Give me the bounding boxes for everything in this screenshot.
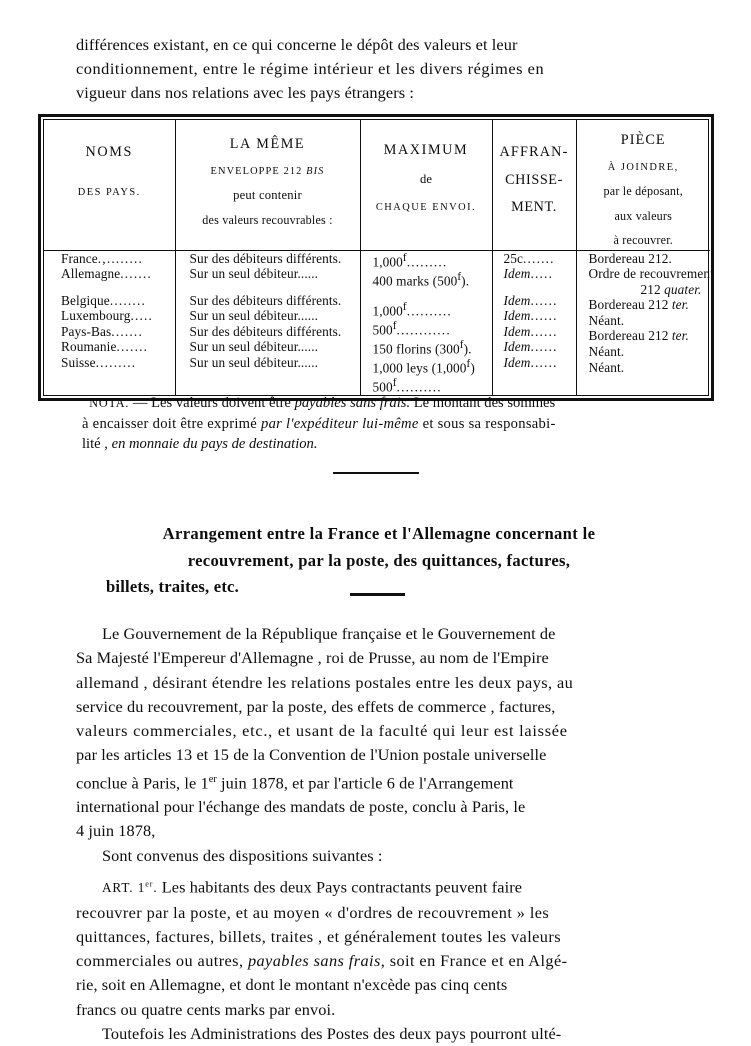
currency-superscript: f [392,376,397,389]
header-affran-line3: MENT. [511,199,557,215]
table-row [61,339,175,355]
leader-dots: .,........ [97,250,144,266]
section-divider-rule [333,472,419,474]
header-lameme-line3: peut contenir [233,188,302,202]
affranchissement-value [504,293,576,309]
nota-italic: par l'expéditeur lui-même [261,415,419,432]
body-line: allemand , désirant étendre les relations postales entre les deux pays, au [76,672,574,692]
section-heading-line: recouvrement, par la poste, des quittances, factures, [187,550,571,570]
nota-italic: en monnaie du pays de destination. [111,436,318,452]
body-line: rie, soit en Allemagne, et dont le montant n'excède pas cinq cents [76,975,508,995]
table-row [61,308,175,324]
leader-dots: ......... [95,355,137,371]
header-piece-line5: à recouvrer. [613,233,673,247]
header-cell-maximum [360,120,492,250]
header-lameme-line2 [176,163,360,181]
piece-text: Néant. [588,312,625,328]
maximum-value [373,357,492,376]
body-line: service du recouvrement, par la poste, des effets de commerce , factures, [76,696,556,716]
maximum-value [373,270,492,289]
header-maximum-line3: CHAQUE ENVOI. [375,202,477,213]
body-text-run: Les habitants des deux Pays contractants peuvent faire [157,877,523,897]
body-line: international pour l'échange des mandats de poste, conclu à Paris, le [76,797,526,817]
piece-value [589,328,711,344]
article-label-dot: . [153,880,158,896]
currency-superscript: f [392,319,397,332]
maximum-amount: 1,000 leys (1,000 [372,360,467,375]
body-cell-la-meme [175,250,360,395]
nota-italic: payables sans frais. [294,395,411,411]
body-line: francs ou quatre cents marks par envoi. [76,999,336,1019]
section-heading [84,521,674,601]
nota-line [82,393,678,414]
enveloppe-value: Sur des débiteurs différents. [189,292,342,308]
leader-dots: ..... [530,266,554,282]
leader-dots: ...... [530,339,558,355]
header-cell-affranchissement [492,120,576,250]
nota-line [82,414,678,435]
maximum-value [373,376,492,395]
header-cell-noms [44,120,175,250]
piece-value-sub [589,282,711,298]
table-outer-border [38,114,714,401]
leader-dots: ...... [530,292,558,308]
table-row [61,251,175,267]
country-name: Roumanie [61,339,117,355]
country-name: Belgique [61,292,110,308]
leader-dots: ...... [530,355,558,371]
article-label-text: ART. 1 [102,880,146,896]
leader-dots: ............ [396,321,451,337]
currency-superscript: f [466,357,471,370]
piece-text: Néant. [588,344,625,360]
body-line: Le Gouvernement de la République française et le Gouvernement de [102,624,556,643]
leader-dots: ......... [406,253,448,269]
maximum-value [373,319,492,338]
table-row [61,266,175,282]
leader-dots: .......... [396,379,442,395]
enveloppe-value: Sur un seul débiteur...... [189,355,319,371]
affranchissement-value [504,355,576,371]
body-line: valeurs commerciales, etc., et usant de la faculté qui leur est laissée [76,721,568,740]
nota-text: Les valeurs doivent être [151,395,295,411]
nota-text: Le montant des sommes [410,395,556,411]
body-line: Sa Majesté l'Empereur d'Allemagne , roi de Prusse, au nom de l'Empire [76,648,549,668]
body-text-run: , soit en France et en Algé- [380,951,568,971]
nota-text: à encaisser doit être exprimé [82,415,261,432]
maximum-value [373,300,492,319]
table-row [61,293,175,309]
piece-italic-tail: ter. [671,297,689,313]
nota-text: lité , [82,436,112,452]
piece-value [589,297,711,313]
maximum-amount: 500 [372,379,393,395]
leader-dots: ....... [116,339,149,355]
affran-idem: Idem [503,339,531,355]
header-maximum-line2: de [420,171,432,186]
maximum-amount: 1,000 [372,302,403,318]
affran-idem: Idem [503,355,531,371]
table-row [61,324,175,340]
leader-dots: ...... [530,323,558,339]
header-enveloppe-bis: BIS [306,165,325,177]
body-cell-piece [576,250,714,395]
maximum-paren: ). [461,272,470,288]
header-affran-line1: AFFRAN- [499,144,569,160]
country-name: Suisse [61,355,96,371]
currency-superscript: f [459,338,464,351]
table-header-row [44,120,710,250]
country-name: France [61,250,98,266]
maximum-paren: ) [470,360,475,375]
affran-idem: Idem [503,308,531,324]
piece-value [588,266,714,282]
leader-dots: .......... [406,302,452,318]
table-body-row [44,250,710,395]
body-cell-noms [44,250,175,395]
article-label [102,880,158,895]
body-text [76,622,678,1046]
header-cell-la-meme [175,120,360,250]
piece-text: Néant. [588,359,625,375]
nota-dash: — [129,395,152,411]
intro-line: différences existant, en ce qui concerne le dépôt des valeurs et leur [76,35,518,54]
section-heading-line: billets, traites, etc. [106,577,239,596]
enveloppe-value: Sur un seul débiteur...... [189,339,319,355]
leader-dots: ....... [111,323,143,339]
enveloppe-value: Sur un seul débiteur...... [189,308,319,324]
table-row [61,355,175,371]
country-name: Luxembourg [61,308,131,324]
piece-text: Ordre de recouvrement [588,266,714,282]
affranchissement-value [504,339,576,355]
affranchissement-value [504,251,576,267]
body-line: Toutefois les Administrations des Postes des deux pays pourront ulté- [102,1023,562,1043]
country-name: Pays-Bas [61,323,112,339]
header-piece-line3: par le déposant, [603,184,683,198]
body-line: par les articles 13 et 15 de la Convention de l'Union postale universelle [76,745,547,765]
ordinal-superscript: er [208,773,217,785]
header-piece-line2: À JOINDRE, [607,161,679,173]
header-lameme-line1: LA MÊME [229,136,306,152]
leader-dots: ..... [130,308,154,324]
body-line-article-1 [76,873,678,901]
piece-value [589,313,711,329]
piece-value [589,344,711,360]
country-name: Allemagne [61,266,121,282]
group-gap [373,289,492,300]
leader-dots: ....... [120,266,152,282]
maximum-amount: 400 marks (500 [372,272,458,288]
nota-line [82,434,678,455]
body-line [76,949,678,973]
maximum-value [373,338,492,357]
piece-value [589,360,711,376]
countries-table [38,114,714,401]
affran-idem: Idem [503,292,531,308]
nota-paragraph [82,393,678,455]
header-noms-line2: DES PAYS. [77,186,141,198]
table-inner-border [43,119,714,396]
body-cell-maximum [360,250,492,395]
header-lameme-line4: des valeurs recouvrables : [202,212,333,227]
body-line: quittances, factures, billets, traites , et généralement toutes les valeurs [76,926,561,946]
ordinal-superscript: er [145,879,154,889]
group-gap [190,282,360,293]
body-italic: payables sans frais [247,951,381,971]
header-affran-line2: CHISSE- [505,171,563,188]
body-line [76,768,678,796]
header-maximum-line1: MAXIMUM [383,142,469,158]
group-gap [61,282,175,293]
section-heading-line: Arrangement entre la France et l'Allemagne concernant le [162,524,596,543]
body-line: recouvrer par la poste, et au moyen « d'ordres de recouvrement » les [76,902,550,922]
header-cell-piece [576,120,710,250]
maximum-amount: 1,000 [372,253,403,269]
intro-paragraph [76,33,676,106]
maximum-value [373,251,492,270]
nota-text: et sous sa responsabi- [418,415,556,432]
leader-dots: ........ [109,292,147,308]
heading-underline-rule [350,593,405,596]
header-noms-line1: NOMS [85,144,133,160]
affranchissement-value [504,308,576,324]
currency-superscript: f [402,300,407,313]
enveloppe-value: Sur des débiteurs différents. [189,323,342,339]
maximum-amount: 150 florins (300 [372,340,460,356]
leader-dots: ....... [523,250,555,266]
piece-text: Bordereau 212. [588,250,672,266]
leader-dots: ...... [530,308,558,324]
nota-label: NOTA. [89,396,130,410]
affran-idem: Idem [503,266,531,282]
enveloppe-value: Sur des débiteurs différents. [189,250,342,266]
body-text-run: commerciales ou autres, [76,951,248,971]
affranchissement-value [504,266,576,282]
maximum-amount: 500 [372,321,393,337]
intro-line: vigueur dans nos relations avec les pays étrangers : [76,83,414,103]
maximum-paren: ). [463,340,472,356]
piece-sub-number: 212 [640,281,665,297]
intro-line: conditionnement, entre le régime intérieur et les divers régimes en [76,59,545,79]
header-enveloppe-text: ENVELOPPE 212 [210,165,307,177]
body-line-sont-convenus: Sont convenus des dispositions suivantes : [102,845,383,865]
piece-sub-italic: quater. [664,281,702,297]
piece-text: Bordereau 212 [588,297,672,313]
body-text-run: juin 1878, et par l'article 6 de l'Arrangement [216,772,514,792]
header-piece-line4: aux valeurs [614,208,673,223]
currency-superscript: f [457,270,462,283]
affran-amount: 25c [503,250,523,266]
currency-superscript: f [402,251,407,264]
body-line: 4 juin 1878, [76,821,156,841]
affran-idem: Idem [503,323,531,339]
piece-value [589,251,711,267]
body-cell-affranchissement [492,250,576,395]
enveloppe-value: Sur un seul débiteur...... [189,266,319,282]
piece-text: Bordereau 212 [588,328,672,344]
body-text-run: conclue à Paris, le 1 [76,772,209,792]
header-piece-line1: PIÈCE [620,132,666,148]
group-gap [504,282,576,293]
piece-italic-tail: ter. [671,328,689,344]
affranchissement-value [504,324,576,340]
